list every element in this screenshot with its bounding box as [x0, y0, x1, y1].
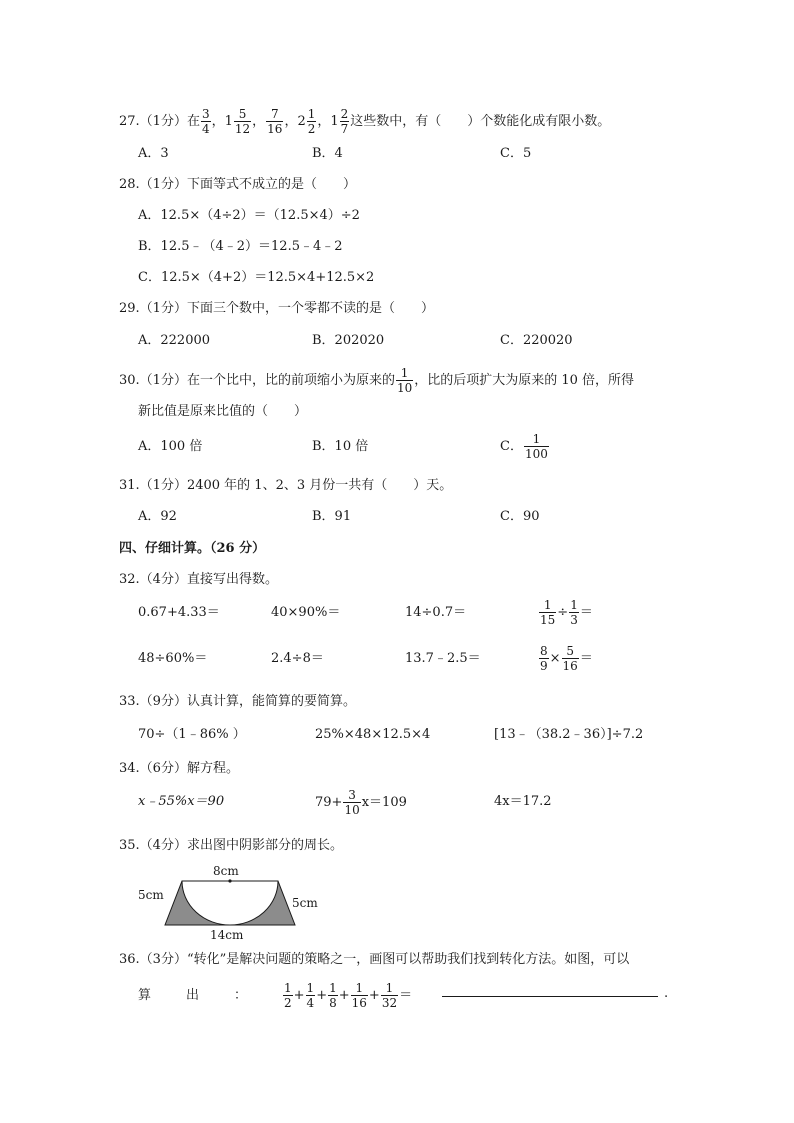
q28-option-a[interactable]: A．12.5×（4÷2）＝（12.5×4）÷2 — [138, 208, 360, 223]
calc-item: $\frac{8}{9}$ × $\frac{5}{16}$ ＝ — [540, 644, 593, 673]
q32-stem: 32.（4分）直接写出得数。 — [119, 572, 278, 587]
q30-option-a[interactable]: A．100 倍 — [138, 439, 203, 454]
fraction: $\frac{1}{3}$ — [570, 598, 578, 627]
label-right: 5cm — [292, 896, 318, 910]
q27-option-a[interactable]: A．3 — [138, 146, 169, 161]
equation: 4x＝17.2 — [494, 794, 552, 809]
calc-item: 13.7﹣2.5＝ — [405, 651, 481, 666]
q36-stem: 36.（3分）“转化”是解决问题的策略之一，画图可以帮助我们找到转化方法。如图，可以 — [119, 952, 630, 967]
fraction: $\frac{1}{2}$ — [284, 981, 292, 1010]
fraction: $\frac{5}{12}$ — [234, 107, 251, 136]
fraction-sum: $\frac{1}{2}$ + $\frac{1}{4}$ + $\frac{1}{8}$ + $\frac{1}{16}$ + $\frac{1}{32}$ ＝ — [284, 981, 413, 1010]
section-heading: 四、仔细计算。（26 分） — [119, 541, 266, 556]
answer-blank[interactable] — [442, 984, 658, 997]
label-left: 5cm — [138, 888, 164, 902]
label-top: 8cm — [213, 864, 239, 878]
q27-option-b[interactable]: B．4 — [312, 146, 343, 161]
fraction: $\frac{1}{15}$ — [540, 598, 556, 627]
q27-stem: 27.（1分）在 $\frac{3}{4}$ ，1 $\frac{5}{12}$ ， $\frac{7}{16}$ ，2 $\frac{1}{2}$ ，1 $\frac{2}{7}$ 这些数中，有（ ）个数能化成有限小数。 — [119, 107, 611, 136]
q31-option-b[interactable]: B．91 — [312, 509, 352, 524]
q31-stem: 31.（1分）2400 年的 1、2、3 月份一共有（ ）天。 — [119, 478, 453, 493]
fraction: $\frac{2}{7}$ — [340, 107, 349, 136]
fraction: $\frac{5}{16}$ — [562, 644, 578, 673]
fraction: $\frac{1}{16}$ — [351, 981, 367, 1010]
fraction: $\frac{3}{4}$ — [201, 107, 210, 136]
fraction: $\frac{1}{10}$ — [396, 366, 413, 395]
q29-option-a[interactable]: A．222000 — [138, 333, 211, 348]
calc-item: [13﹣（38.2﹣36）]÷7.2 — [494, 727, 644, 742]
q30-option-c[interactable]: C． $\frac{1}{100}$ — [500, 432, 548, 461]
q28-option-c[interactable]: C．12.5×（4+2）＝12.5×4+12.5×2 — [138, 270, 375, 285]
fraction: $\frac{7}{16}$ — [267, 107, 283, 136]
calc-item: 70÷（1﹣86% ） — [138, 727, 246, 742]
label-bottom: 14cm — [210, 928, 244, 942]
calc-item: 0.67+4.33＝ — [138, 605, 220, 620]
q30-stem-line2: 新比值是原来比值的（ ） — [138, 404, 308, 419]
calc-word: 算 — [138, 988, 152, 1003]
end-mark: . — [664, 986, 669, 1001]
fraction: $\frac{1}{100}$ — [524, 432, 548, 461]
calc-item: 14÷0.7＝ — [405, 605, 467, 620]
q27-option-c[interactable]: C．5 — [500, 146, 532, 161]
q34-stem: 34.（6分）解方程。 — [119, 761, 239, 776]
fraction: $\frac{1}{8}$ — [329, 981, 337, 1010]
fraction: $\frac{3}{10}$ — [344, 788, 360, 817]
equation: 79+ $\frac{3}{10}$ x＝109 — [315, 788, 407, 817]
calc-word: ： — [234, 988, 248, 1003]
calc-item: 40×90%＝ — [271, 605, 341, 620]
q33-stem: 33.（9分）认真计算，能简算的要简算。 — [119, 694, 356, 709]
q29-stem: 29.（1分）下面三个数中，一个零都不读的是（ ） — [119, 301, 434, 316]
fraction: $\frac{1}{2}$ — [307, 107, 316, 136]
q30-stem: 30.（1分）在一个比中，比的前项缩小为原来的 $\frac{1}{10}$ ，比的后项扩大为原来的 10 倍，所得 — [119, 366, 635, 395]
calc-item: 48÷60%＝ — [138, 651, 208, 666]
q31-option-c[interactable]: C．90 — [500, 509, 540, 524]
q35-stem: 35.（4分）求出图中阴影部分的周长。 — [119, 838, 343, 853]
q29-option-b[interactable]: B．202020 — [312, 333, 385, 348]
calc-word: 出 — [186, 988, 200, 1003]
calc-item: 2.4÷8＝ — [271, 651, 324, 666]
q29-option-c[interactable]: C．220020 — [500, 333, 573, 348]
equation: x﹣55%x＝90 — [138, 794, 225, 809]
q31-option-a[interactable]: A．92 — [138, 509, 177, 524]
fraction: $\frac{1}{32}$ — [381, 981, 398, 1010]
q28-stem: 28.（1分）下面等式不成立的是（ ） — [119, 177, 356, 192]
q30-option-b[interactable]: B．10 倍 — [312, 439, 369, 454]
trapezoid-figure — [130, 860, 330, 945]
q28-option-b[interactable]: B．12.5﹣（4﹣2）＝12.5﹣4﹣2 — [138, 239, 343, 254]
fraction: $\frac{1}{4}$ — [306, 981, 315, 1010]
calc-item: 25%×48×12.5×4 — [315, 727, 431, 742]
calc-item: $\frac{1}{15}$ ÷ $\frac{1}{3}$ ＝ — [540, 598, 593, 627]
fraction: $\frac{8}{9}$ — [540, 644, 548, 673]
